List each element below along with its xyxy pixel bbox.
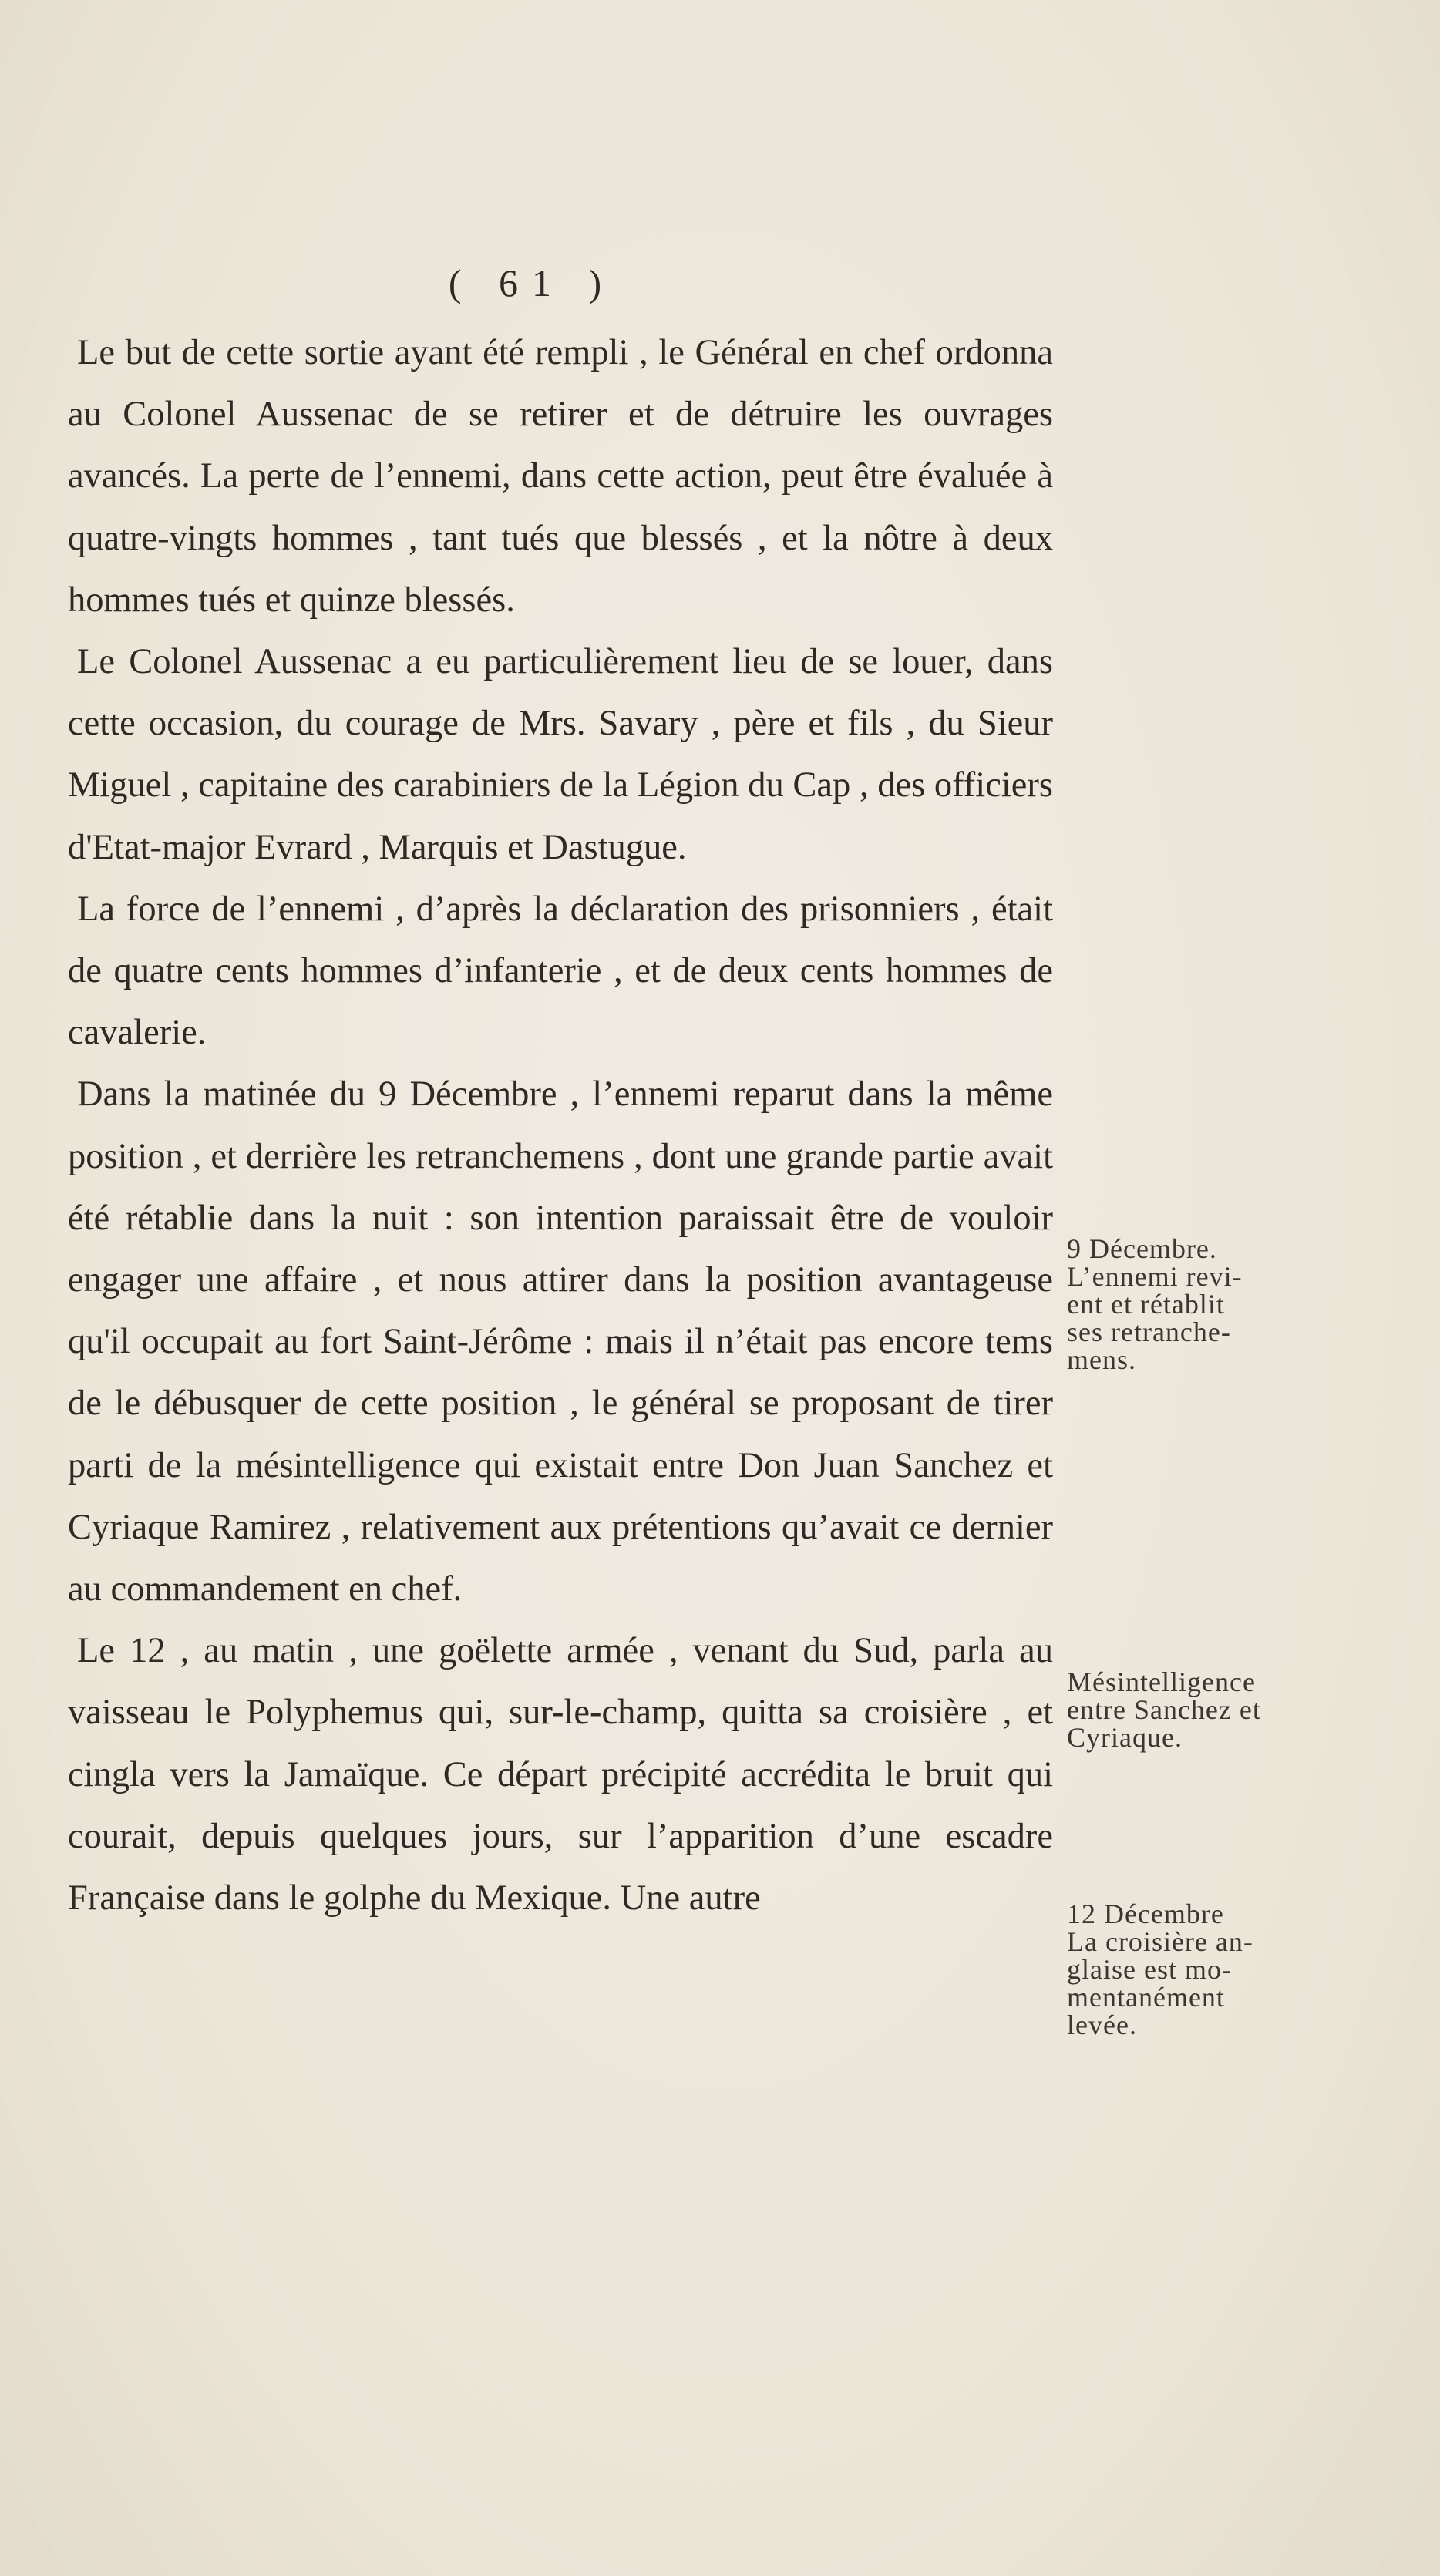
margin-note-line: La croisière an- [1067, 1926, 1253, 1957]
margin-note-line: 12 Décembre [1067, 1898, 1224, 1929]
margin-note-line: mens. [1067, 1344, 1136, 1375]
body-text [68, 322, 1053, 1929]
margin-note-line: levée. [1067, 2009, 1137, 2040]
margin-note-line: 9 Décembre. [1067, 1233, 1217, 1264]
margin-note-line: ent et rétablit [1067, 1289, 1225, 1320]
margin-note-9-decembre [1067, 1235, 1360, 1374]
margin-note-line: mentanément [1067, 1982, 1225, 2013]
page-number: ( 61 ) [448, 261, 616, 304]
paragraph-force-ennemi: La force de l’ennemi , d’après la déclaration des prisonniers , était de quatre cents hommes d’infanterie , et de deux cents hommes de cavalerie. [68, 889, 1053, 1053]
paragraph-sortie: Le but de cette sortie ayant été rempli , le Général en chef ordonna au Colonel Aussenac de se retirer et de détruire les ouvrages avancés. La perte de l’ennemi, dans cette action, peut être évaluée à quatre-vingts hommes , tant tués que blessés , et la nôtre à deux hommes tués et quinze blessés. [68, 333, 1053, 620]
margin-note-mesintelligence [1067, 1668, 1360, 1751]
margin-note-line: L’ennemi revi- [1067, 1261, 1243, 1292]
margin-note-line: entre Sanchez et [1067, 1694, 1261, 1725]
paragraph-12-decembre: Le 12 , au matin , une goëlette armée , venant du Sud, parla au vaisseau le Polyphemus qui, sur-le-champ, quitta sa croisière , et cingla vers la Jamaïque. Ce départ précipité accrédita le bruit qui courait, depuis quelques jours, sur l’apparition d’une escadre Française dans le golphe du Mexique. Une autre [68, 1631, 1053, 1919]
margin-note-line: Mésintelligence [1067, 1666, 1256, 1697]
margin-note-line: Cyriaque. [1067, 1722, 1183, 1753]
margin-note-line: ses retranche- [1067, 1317, 1231, 1347]
paragraph-aussenac: Le Colonel Aussenac a eu particulièrement lieu de se louer, dans cette occasion, du courage de Mrs. Savary , père et fils , du Sieur Miguel , capitaine des carabiniers de la Légion du Cap , des officiers d'Etat-major Evrard , Marquis et Dastugue. [68, 642, 1053, 867]
paragraph-9-decembre: Dans la matinée du 9 Décembre , l’ennemi reparut dans la même position , et derrière les retranchemens , dont une grande partie avait été rétablie dans la nuit : son intention paraissait être de vouloir engager une affaire , et nous attirer dans la position avantageuse qu'il occupait au fort Saint-Jérôme : mais il n’était pas encore tems de le débusquer de cette position , le général se proposant de tirer parti de la mésintelligence qui existait entre Don Juan Sanchez et Cyriaque Ramirez , relativement aux prétentions qu’avait ce dernier au commandement en chef. [68, 1074, 1053, 1609]
margin-note-12-decembre [1067, 1900, 1360, 2039]
margin-note-line: glaise est mo- [1067, 1954, 1232, 1985]
